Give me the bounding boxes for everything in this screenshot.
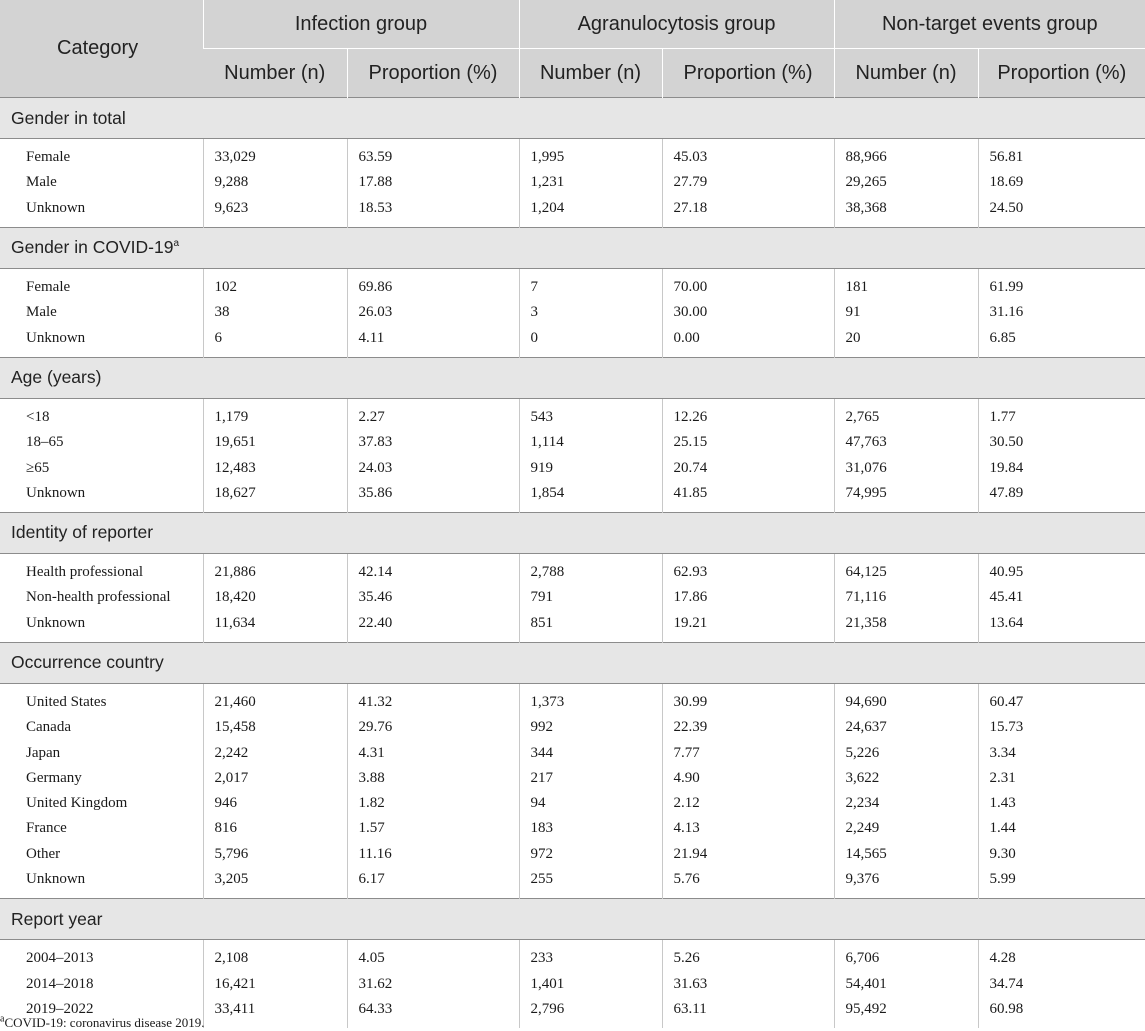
table-cell: 2,017 xyxy=(203,766,347,791)
table-cell: 4.90 xyxy=(662,766,834,791)
table-cell: 2,796 xyxy=(519,997,662,1022)
table-cell: 992 xyxy=(519,715,662,740)
table-cell: 45.41 xyxy=(978,585,1145,610)
table-row xyxy=(0,816,1145,841)
section-header-row xyxy=(0,98,1145,139)
proportion-header: Proportion (%) xyxy=(662,49,834,98)
section-header-row xyxy=(0,357,1145,398)
table-row xyxy=(0,972,1145,997)
table-cell: 3,205 xyxy=(203,867,347,892)
table-cell: 18.53 xyxy=(347,196,519,221)
row-label: Unknown xyxy=(26,614,86,631)
table-cell: 35.86 xyxy=(347,481,519,506)
section-title-text: Age (years) xyxy=(11,367,102,388)
section-title xyxy=(0,98,1145,139)
table-row xyxy=(0,275,1145,300)
spacer-cell xyxy=(834,1022,978,1028)
table-cell: 1.57 xyxy=(347,816,519,841)
table-cell: 3.88 xyxy=(347,766,519,791)
table-cell: 2.12 xyxy=(662,791,834,816)
table-row xyxy=(0,455,1145,480)
table-cell: 63.11 xyxy=(662,997,834,1022)
table-cell: 18,420 xyxy=(203,585,347,610)
table-cell: 19,651 xyxy=(203,430,347,455)
table-cell: 1,204 xyxy=(519,196,662,221)
table-row xyxy=(0,145,1145,170)
table-cell: 9,376 xyxy=(834,867,978,892)
table-cell: 24.03 xyxy=(347,455,519,480)
table-row xyxy=(0,196,1145,221)
table-cell: 19.84 xyxy=(978,455,1145,480)
table-row xyxy=(0,430,1145,455)
footnote xyxy=(0,1015,204,1031)
table-cell: 183 xyxy=(519,816,662,841)
table-cell: 38 xyxy=(203,300,347,325)
table-cell: 5.99 xyxy=(978,867,1145,892)
table-cell: 344 xyxy=(519,740,662,765)
table-cell: 45.03 xyxy=(662,145,834,170)
table-cell: 40.95 xyxy=(978,560,1145,585)
table-cell: 4.13 xyxy=(662,816,834,841)
table-cell: 543 xyxy=(519,405,662,430)
row-label: France xyxy=(26,820,67,837)
table-cell: 62.93 xyxy=(662,560,834,585)
table-cell: 5,226 xyxy=(834,740,978,765)
row-label: Health professional xyxy=(26,564,144,581)
table-row xyxy=(0,867,1145,892)
table-cell: 1,231 xyxy=(519,170,662,195)
section-title-text: Report year xyxy=(11,908,103,929)
table-cell: 47,763 xyxy=(834,430,978,455)
table-row xyxy=(0,585,1145,610)
table-cell: 181 xyxy=(834,275,978,300)
table-cell: 15,458 xyxy=(203,715,347,740)
table-cell: 233 xyxy=(519,946,662,971)
section-header-row xyxy=(0,899,1145,940)
row-label: Unknown xyxy=(26,871,86,888)
table-cell: 11,634 xyxy=(203,611,347,636)
table-cell: 24,637 xyxy=(834,715,978,740)
row-label: 2004–2013 xyxy=(26,950,94,967)
table-body xyxy=(0,98,1145,1029)
section-header-row xyxy=(0,227,1145,268)
row-label: Unknown xyxy=(26,484,86,501)
table-cell: 1.77 xyxy=(978,405,1145,430)
table-cell: 41.85 xyxy=(662,481,834,506)
table-cell: 60.98 xyxy=(978,997,1145,1022)
row-label: Non-health professional xyxy=(26,589,171,606)
table-cell: 6.17 xyxy=(347,867,519,892)
table-cell: 91 xyxy=(834,300,978,325)
table-cell: 69.86 xyxy=(347,275,519,300)
table-cell: 17.86 xyxy=(662,585,834,610)
table-cell: 2,765 xyxy=(834,405,978,430)
row-label: United States xyxy=(26,694,107,710)
table-cell: 6 xyxy=(203,325,347,350)
spacer-cell xyxy=(203,1022,347,1028)
table-cell: 35.46 xyxy=(347,585,519,610)
table-cell: 30.50 xyxy=(978,430,1145,455)
table-row xyxy=(0,560,1145,585)
section-title xyxy=(0,899,1145,940)
table-cell: 31.63 xyxy=(662,972,834,997)
section-title-text: Occurrence country xyxy=(11,652,164,673)
table-cell: 1,401 xyxy=(519,972,662,997)
table-cell: 25.15 xyxy=(662,430,834,455)
number-header: Number (n) xyxy=(519,49,662,98)
row-label: Male xyxy=(26,304,57,321)
table-cell: 7 xyxy=(519,275,662,300)
table-cell: 1.82 xyxy=(347,791,519,816)
table-cell: 1,114 xyxy=(519,430,662,455)
section-title-text: Gender in COVID-19 xyxy=(11,237,174,258)
section-title xyxy=(0,642,1145,683)
table-cell: 63.59 xyxy=(347,145,519,170)
table-cell: 42.14 xyxy=(347,560,519,585)
row-label: Female xyxy=(26,279,71,296)
table-cell: 1,995 xyxy=(519,145,662,170)
table-cell: 5,796 xyxy=(203,842,347,867)
table-row xyxy=(0,611,1145,636)
table-cell: 2,249 xyxy=(834,816,978,841)
table-cell: 31,076 xyxy=(834,455,978,480)
category-header: Category xyxy=(0,0,203,98)
table-cell: 5.76 xyxy=(662,867,834,892)
row-label: 2014–2018 xyxy=(26,975,94,992)
footnote-marker: a xyxy=(173,238,179,250)
table-cell: 61.99 xyxy=(978,275,1145,300)
row-label: 18–65 xyxy=(26,434,64,451)
table-cell: 27.18 xyxy=(662,196,834,221)
table-cell: 24.50 xyxy=(978,196,1145,221)
table-cell: 33,411 xyxy=(203,997,347,1022)
table-cell: 0 xyxy=(519,325,662,350)
table-cell: 9,623 xyxy=(203,196,347,221)
table-cell: 21,460 xyxy=(203,690,347,715)
section-title xyxy=(0,357,1145,398)
table-cell: 919 xyxy=(519,455,662,480)
table-cell: 16,421 xyxy=(203,972,347,997)
table-cell: 4.11 xyxy=(347,325,519,350)
table-cell: 29.76 xyxy=(347,715,519,740)
table-cell: 94 xyxy=(519,791,662,816)
row-label: Germany xyxy=(26,769,82,786)
row-label: Female xyxy=(26,149,71,166)
table-row xyxy=(0,690,1145,715)
group-header-non-target: Non-target events group xyxy=(834,0,1145,49)
table-cell: 3 xyxy=(519,300,662,325)
table-cell: 12.26 xyxy=(662,405,834,430)
table-cell: 791 xyxy=(519,585,662,610)
table-cell: 4.31 xyxy=(347,740,519,765)
table-cell: 4.28 xyxy=(978,946,1145,971)
group-header-agranulocytosis: Agranulocytosis group xyxy=(519,0,834,49)
table-row xyxy=(0,946,1145,971)
table-cell: 6,706 xyxy=(834,946,978,971)
table-cell: 95,492 xyxy=(834,997,978,1022)
table-cell: 2,108 xyxy=(203,946,347,971)
table-cell: 1.43 xyxy=(978,791,1145,816)
table-cell: 972 xyxy=(519,842,662,867)
table-cell: 4.05 xyxy=(347,946,519,971)
row-label: <18 xyxy=(26,408,50,425)
table-cell: 18,627 xyxy=(203,481,347,506)
table-cell: 19.21 xyxy=(662,611,834,636)
table-cell: 54,401 xyxy=(834,972,978,997)
table-cell: 21,358 xyxy=(834,611,978,636)
table-cell: 17.88 xyxy=(347,170,519,195)
row-label: Canada xyxy=(26,719,71,736)
table-cell: 29,265 xyxy=(834,170,978,195)
table-cell: 47.89 xyxy=(978,481,1145,506)
table-cell: 946 xyxy=(203,791,347,816)
spacer-cell xyxy=(978,1022,1145,1028)
table-cell: 6.85 xyxy=(978,325,1145,350)
table-cell: 2,242 xyxy=(203,740,347,765)
table-row xyxy=(0,405,1145,430)
table-cell: 33,029 xyxy=(203,145,347,170)
table-cell: 56.81 xyxy=(978,145,1145,170)
table-cell: 217 xyxy=(519,766,662,791)
table-cell: 2.31 xyxy=(978,766,1145,791)
row-label: 2019–2022 xyxy=(26,1000,94,1017)
proportion-header: Proportion (%) xyxy=(978,49,1145,98)
row-label: Unknown xyxy=(26,329,86,346)
table-cell: 9.30 xyxy=(978,842,1145,867)
table-cell: 27.79 xyxy=(662,170,834,195)
table-row xyxy=(0,842,1145,867)
table-cell: 13.64 xyxy=(978,611,1145,636)
table-cell: 64,125 xyxy=(834,560,978,585)
section-header-row xyxy=(0,642,1145,683)
table-row xyxy=(0,766,1145,791)
table-cell: 2.27 xyxy=(347,405,519,430)
table-cell: 2,234 xyxy=(834,791,978,816)
table-cell: 21,886 xyxy=(203,560,347,585)
row-label: ≥65 xyxy=(26,459,50,476)
table-cell: 11.16 xyxy=(347,842,519,867)
footnote-marker: a xyxy=(0,1013,5,1025)
table-cell: 37.83 xyxy=(347,430,519,455)
section-header-row xyxy=(0,512,1145,553)
number-header: Number (n) xyxy=(834,49,978,98)
table-cell: 12,483 xyxy=(203,455,347,480)
row-label: Male xyxy=(26,174,57,191)
table-cell: 0.00 xyxy=(662,325,834,350)
table-cell: 88,966 xyxy=(834,145,978,170)
row-label: Japan xyxy=(26,744,61,761)
table-cell: 21.94 xyxy=(662,842,834,867)
row-label: Unknown xyxy=(26,199,86,216)
table-cell: 1,854 xyxy=(519,481,662,506)
section-title-text: Identity of reporter xyxy=(11,522,154,543)
table-header xyxy=(0,0,1145,98)
table-cell: 31.16 xyxy=(978,300,1145,325)
table-cell: 30.99 xyxy=(662,690,834,715)
table-cell: 102 xyxy=(203,275,347,300)
table-cell: 74,995 xyxy=(834,481,978,506)
table-cell: 38,368 xyxy=(834,196,978,221)
table-cell: 20.74 xyxy=(662,455,834,480)
spacer-cell xyxy=(662,1022,834,1028)
table-cell: 22.40 xyxy=(347,611,519,636)
table-row xyxy=(0,170,1145,195)
table-cell: 22.39 xyxy=(662,715,834,740)
table-cell: 31.62 xyxy=(347,972,519,997)
table-cell: 3.34 xyxy=(978,740,1145,765)
table-cell: 1,373 xyxy=(519,690,662,715)
table-cell: 26.03 xyxy=(347,300,519,325)
table-cell: 64.33 xyxy=(347,997,519,1022)
table-row xyxy=(0,740,1145,765)
table-cell: 15.73 xyxy=(978,715,1145,740)
table-row xyxy=(0,300,1145,325)
table-row xyxy=(0,325,1145,350)
table-cell: 9,288 xyxy=(203,170,347,195)
table-cell: 1,179 xyxy=(203,405,347,430)
table-row xyxy=(0,791,1145,816)
table-cell: 70.00 xyxy=(662,275,834,300)
footnote-text: COVID-19: coronavirus disease 2019. xyxy=(4,1015,205,1030)
table-cell: 1.44 xyxy=(978,816,1145,841)
table-cell: 7.77 xyxy=(662,740,834,765)
proportion-header: Proportion (%) xyxy=(347,49,519,98)
table-cell: 851 xyxy=(519,611,662,636)
table-cell: 816 xyxy=(203,816,347,841)
row-label: United Kingdom xyxy=(26,795,128,812)
section-title-text: Gender in total xyxy=(11,107,126,128)
group-header-infection: Infection group xyxy=(203,0,519,49)
table-cell: 5.26 xyxy=(662,946,834,971)
table-cell: 20 xyxy=(834,325,978,350)
table-cell: 14,565 xyxy=(834,842,978,867)
table-cell: 34.74 xyxy=(978,972,1145,997)
table-cell: 94,690 xyxy=(834,690,978,715)
section-title xyxy=(0,512,1145,553)
table-cell: 3,622 xyxy=(834,766,978,791)
section-title xyxy=(0,227,1145,268)
table-cell: 18.69 xyxy=(978,170,1145,195)
table-cell: 41.32 xyxy=(347,690,519,715)
table-cell: 30.00 xyxy=(662,300,834,325)
table-row xyxy=(0,715,1145,740)
table-cell: 71,116 xyxy=(834,585,978,610)
spacer-cell xyxy=(519,1022,662,1028)
table-cell: 255 xyxy=(519,867,662,892)
number-header: Number (n) xyxy=(203,49,347,98)
table-row xyxy=(0,481,1145,506)
table-cell: 2,788 xyxy=(519,560,662,585)
row-label: Other xyxy=(26,845,61,862)
table-cell: 60.47 xyxy=(978,690,1145,715)
spacer-cell xyxy=(347,1022,519,1028)
